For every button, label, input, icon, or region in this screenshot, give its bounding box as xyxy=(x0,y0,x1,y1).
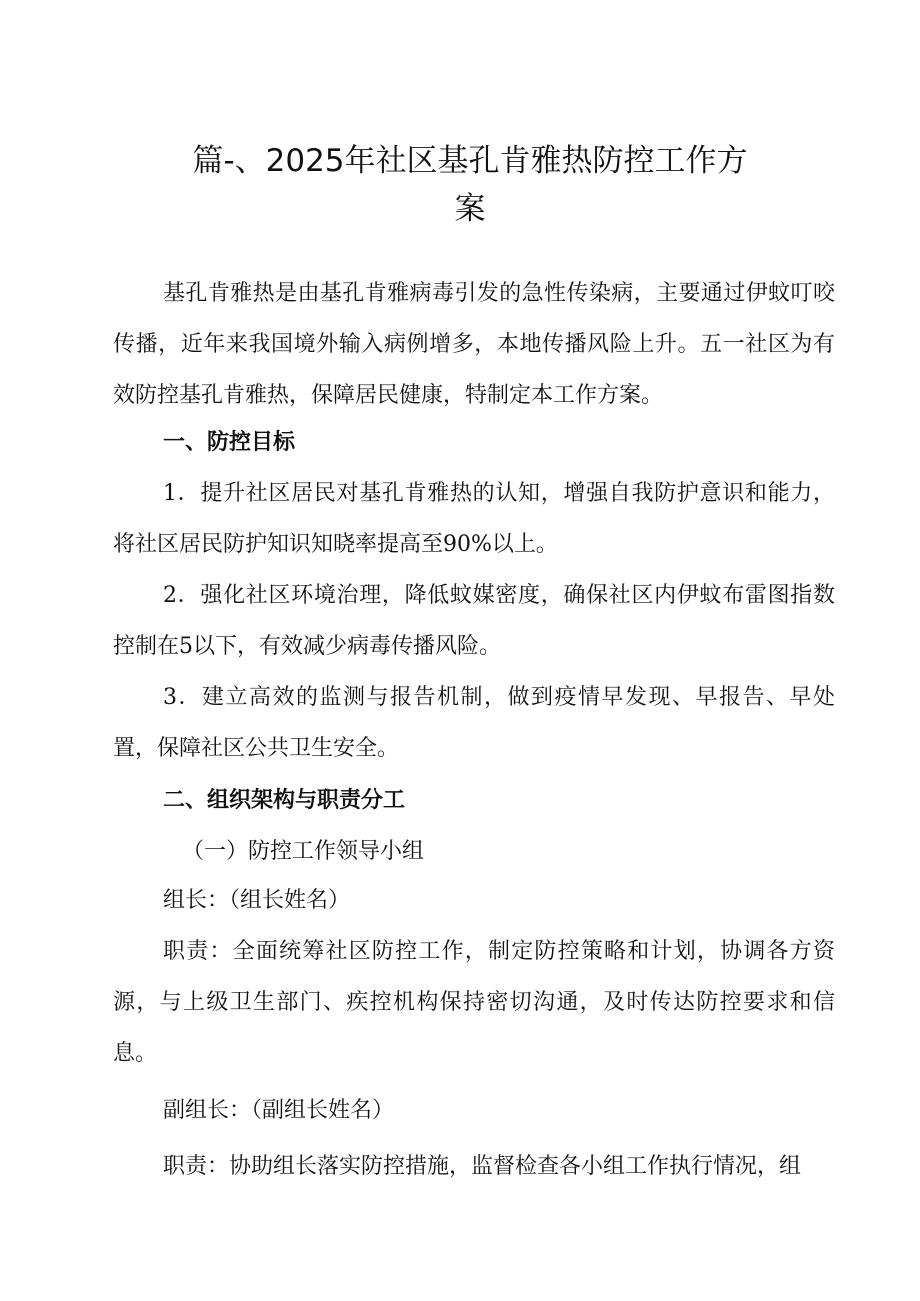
document-title-line1: 篇-、2025年社区基孔肯雅热防控工作方 xyxy=(192,143,748,179)
leading-group-subheading: （一）防控工作领导小组 xyxy=(182,839,425,864)
deputy-leader-line: 副组长：（副组长姓名） xyxy=(163,1098,395,1123)
goal-item-3: 3．建立高效的监测与报告机制，做到疫情早发现、早报告、早处置，保障社区公共卫生安全。 xyxy=(113,685,835,761)
leader-line: 组长：（组长姓名） xyxy=(163,888,351,913)
leader-duty-paragraph: 职责：全面统筹社区防控工作，制定防控策略和计划，协调各方资源，与上级卫生部门、疾控机构保持密切沟通，及时传达防控要求和信息。 xyxy=(113,939,835,1066)
intro-paragraph: 基孔肯雅热是由基孔肯雅病毒引发的急性传染病，主要通过伊蚊叮咬传播，近年来我国境外输入病例增多，本地传播风险上升。五一社区为有效防控基孔肯雅热，保障居民健康，特制定本工作方案。 xyxy=(113,281,835,408)
goal-item-2: 2．强化社区环境治理，降低蚊媒密度，确保社区内伊蚊布雷图指数控制在5以下，有效减少病毒传播风险。 xyxy=(113,583,835,659)
section1-heading: 一、防控目标 xyxy=(163,430,296,455)
goal-item-1: 1．提升社区居民对基孔肯雅热的认知，增强自我防护意识和能力，将社区居民防护知识知晓率提高至90%以上。 xyxy=(113,481,835,557)
section2-heading: 二、组织架构与职责分工 xyxy=(163,788,406,813)
deputy-duty-paragraph: 职责：协助组长落实防控措施，监督检查各小组工作执行情况，组 xyxy=(163,1154,802,1179)
document-title-line2: 案 xyxy=(454,191,486,227)
